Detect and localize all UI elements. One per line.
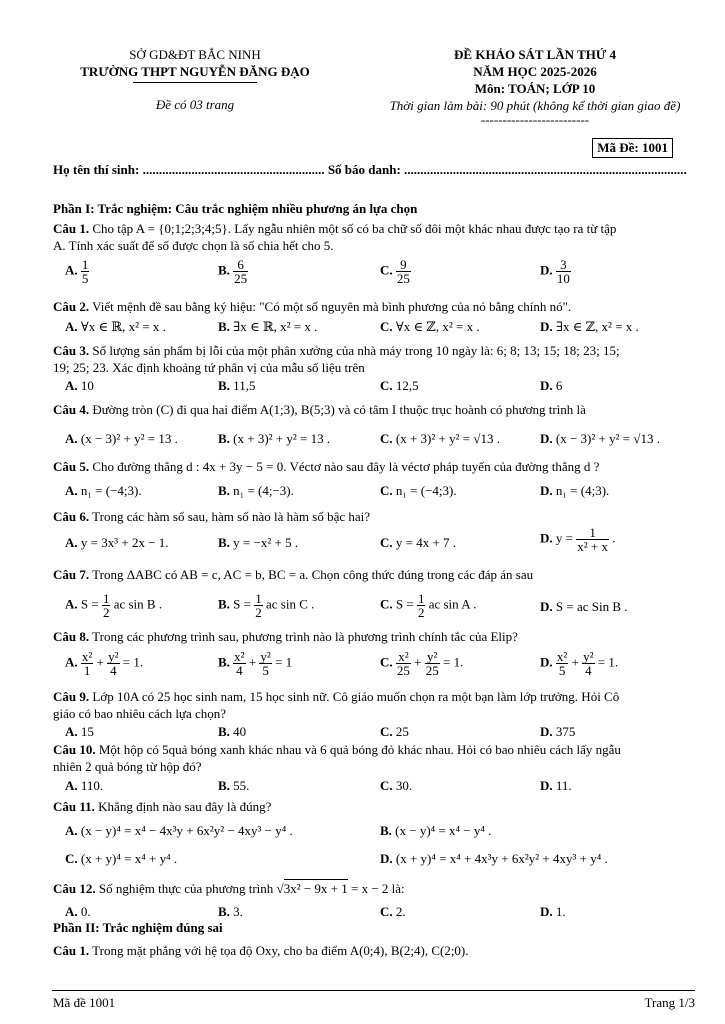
q9-option-d[interactable]: D. 375: [540, 724, 576, 739]
q1-option-c[interactable]: C. $\frac{9}{25}$: [380, 257, 410, 286]
q3-option-b[interactable]: B. 11,5: [218, 378, 256, 393]
q4-option-a[interactable]: A. (x − 3)² + y² = 13 .: [65, 431, 178, 446]
q1-option-a[interactable]: A. $\frac{1}{5}$: [65, 257, 89, 286]
q2-option-d[interactable]: D. ∃x ∈ ℤ, x² = x .: [540, 319, 639, 334]
q2-option-a[interactable]: A. ∀x ∈ ℝ, x² = x .: [65, 319, 166, 334]
q3-option-c[interactable]: C. 12,5: [380, 378, 419, 393]
q10-option-d[interactable]: D. 11.: [540, 778, 572, 793]
q11-option-c[interactable]: C. (x + y)⁴ = x⁴ + y⁴ .: [65, 851, 178, 866]
exam-title: ĐỀ KHẢO SÁT LẦN THỨ 4: [454, 47, 616, 62]
q7-option-d[interactable]: D. S = ac Sin B .: [540, 599, 628, 614]
q6-option-d[interactable]: D. y = $\frac{1}{\text{x² + x}}$ .: [540, 525, 616, 554]
q4-option-d[interactable]: D. (x − 3)² + y² = √13 .: [540, 431, 660, 446]
exam-time: Thời gian làm bài: 90 phút (không kể thời gian giao đề): [389, 98, 681, 113]
q12-option-a[interactable]: A. 0.: [65, 904, 91, 919]
school-year: NĂM HỌC 2025-2026: [473, 64, 597, 79]
q5-option-d[interactable]: D. n₁ = (4;3).: [540, 483, 610, 498]
question-6: Câu 6. Trong các hàm số sau, hàm số nào là hàm số bậc hai?: [53, 509, 371, 524]
part1-title: Phần I: Trắc nghiệm: Câu trắc nghiệm nhiều phương án lựa chọn: [53, 201, 418, 216]
question-7: Câu 7. Trong ΔABC có AB = c, AC = b, BC = a. Chọn công thức đúng trong các đáp án sau: [53, 567, 534, 582]
q12-option-c[interactable]: C. 2.: [380, 904, 406, 919]
q10-option-c[interactable]: C. 30.: [380, 778, 413, 793]
school-underline: [133, 82, 257, 83]
q6-option-b[interactable]: B. y = −x² + 5 .: [218, 535, 299, 550]
q6-option-a[interactable]: A. y = 3x³ + 2x − 1.: [65, 535, 169, 550]
footer-page-number: Trang 1/3: [644, 995, 695, 1010]
q8-option-c[interactable]: C. $\frac{\text{x²}}{25}$ + $\frac{\text{y²}}{25}$ = 1.: [380, 649, 464, 678]
pages-note: Đề có 03 trang: [155, 97, 235, 112]
question-12: Câu 12. Số nghiệm thực của phương trình √3x² − 9x + 1 = x − 2 là:: [53, 881, 405, 896]
part2-title: Phần II: Trắc nghiệm đúng sai: [53, 920, 223, 935]
q1-option-d[interactable]: D. $\frac{3}{10}$: [540, 257, 570, 286]
q8-option-a[interactable]: A. $\frac{\text{x²}}{1}$ + $\frac{\text{y²}}{4}$ = 1.: [65, 649, 144, 678]
q11-option-d[interactable]: D. (x + y)⁴ = x⁴ + 4x³y + 6x²y² + 4xy³ + y⁴ .: [380, 851, 608, 866]
question-3: Câu 3. Số lượng sản phẩm bị lỗi của một phân xưởng của nhà máy trong 10 ngày là: 6; 8; 13; 15; 18; 23; 15; 19; 25; 23. Xác định khoảng tứ phân vị của mẫu số liệu trên: [53, 343, 620, 375]
part2-question-1: Câu 1. Trong mặt phẳng với hệ tọa độ Oxy, cho ba điểm A(0;4), B(2;4), C(2;0).: [53, 943, 469, 958]
student-info-line: Họ tên thí sinh: ........................................................ Số báo danh: .......................................................................................: [53, 162, 687, 177]
q6-option-c[interactable]: C. y = 4x + 7 .: [380, 535, 457, 550]
question-10: Câu 10. Một hộp có 5quả bóng xanh khác nhau và 6 quả bóng đỏ khác nhau. Hỏi có bao nhiêu cách lấy ngẫu nhiên 2 quả bóng từ hộp đó?: [53, 742, 621, 774]
exam-code-box: Mã Đề: 1001: [592, 138, 673, 158]
q3-option-d[interactable]: D. 6: [540, 378, 563, 393]
q7-option-b[interactable]: B. S = $\frac{1}{2}$ ac sin C .: [218, 591, 315, 620]
header-dashes: -------------------------: [480, 112, 590, 127]
q10-option-b[interactable]: B. 55.: [218, 778, 250, 793]
header-left: [50, 46, 340, 113]
question-4: Câu 4. Đường tròn (C) đi qua hai điểm A(1;3), B(5;3) và có tâm I thuộc trục hoành có phương trình là: [53, 402, 586, 417]
q2-option-b[interactable]: B. ∃x ∈ ℝ, x² = x .: [218, 319, 318, 334]
q12-option-b[interactable]: B. 3.: [218, 904, 243, 919]
question-8: Câu 8. Trong các phương trình sau, phương trình nào là phương trình chính tắc của Elip?: [53, 629, 518, 644]
q10-option-a[interactable]: A. 110.: [65, 778, 104, 793]
q7-option-a[interactable]: A. S = $\frac{1}{2}$ ac sin B .: [65, 591, 163, 620]
subject: Môn: TOÁN; LỚP 10: [474, 81, 596, 96]
q1-option-b[interactable]: B. $\frac{6}{25}$: [218, 257, 248, 286]
school-name: TRƯỜNG THPT NGUYỄN ĐĂNG ĐẠO: [80, 64, 310, 79]
q11-option-b[interactable]: B. (x − y)⁴ = x⁴ − y⁴ .: [380, 823, 492, 838]
header-right: [370, 46, 700, 126]
q9-option-b[interactable]: B. 40: [218, 724, 247, 739]
footer-divider: [52, 990, 695, 991]
q4-option-b[interactable]: B. (x + 3)² + y² = 13 .: [218, 431, 331, 446]
footer-exam-code: Mã đề 1001: [53, 995, 116, 1010]
question-11: Câu 11. Khẳng định nào sau đây là đúng?: [53, 799, 272, 814]
q12-option-d[interactable]: D. 1.: [540, 904, 566, 919]
q8-option-b[interactable]: B. $\frac{\text{x²}}{4}$ + $\frac{\text{y²}}{5}$ = 1: [218, 649, 293, 678]
q9-option-a[interactable]: A. 15: [65, 724, 94, 739]
q5-option-c[interactable]: C. n₁ = (−4;3).: [380, 483, 457, 498]
question-2: Câu 2. Viết mệnh đề sau bằng ký hiệu: "Có một số nguyên mà bình phương của nó bằng chính nó".: [53, 299, 572, 314]
q11-option-a[interactable]: A. (x − y)⁴ = x⁴ − 4x³y + 6x²y² − 4xy³ − y⁴ .: [65, 823, 293, 838]
q5-option-a[interactable]: A. n₁ = (−4;3).: [65, 483, 142, 498]
question-9: Câu 9. Lớp 10A có 25 học sinh nam, 15 học sinh nữ. Cô giáo muốn chọn ra một bạn làm lớp trưởng. Hỏi Cô giáo có bao nhiêu cách lựa chọn?: [53, 689, 620, 721]
q8-option-d[interactable]: D. $\frac{\text{x²}}{5}$ + $\frac{\text{y²}}{4}$ = 1.: [540, 649, 619, 678]
department-name: SỞ GD&ĐT BẮC NINH: [129, 47, 261, 62]
q5-option-b[interactable]: B. n₁ = (4;−3).: [218, 483, 294, 498]
q9-option-c[interactable]: C. 25: [380, 724, 409, 739]
q4-option-c[interactable]: C. (x + 3)² + y² = √13 .: [380, 431, 500, 446]
question-5: Câu 5. Cho đường thẳng d : 4x + 3y − 5 = 0. Véctơ nào sau đây là véctơ pháp tuyến của đường thẳng d ?: [53, 459, 600, 474]
q3-option-a[interactable]: A. 10: [65, 378, 94, 393]
q7-option-c[interactable]: C. S = $\frac{1}{2}$ ac sin A .: [380, 591, 477, 620]
q2-option-c[interactable]: C. ∀x ∈ ℤ, x² = x .: [380, 319, 480, 334]
question-1: Câu 1. Cho tập A = {0;1;2;3;4;5}. Lấy ngẫu nhiên một số có ba chữ số đôi một khác nhau được tạo ra từ tập A. Tính xác suất để số được chọn là số chia hết cho 5.: [53, 221, 617, 253]
